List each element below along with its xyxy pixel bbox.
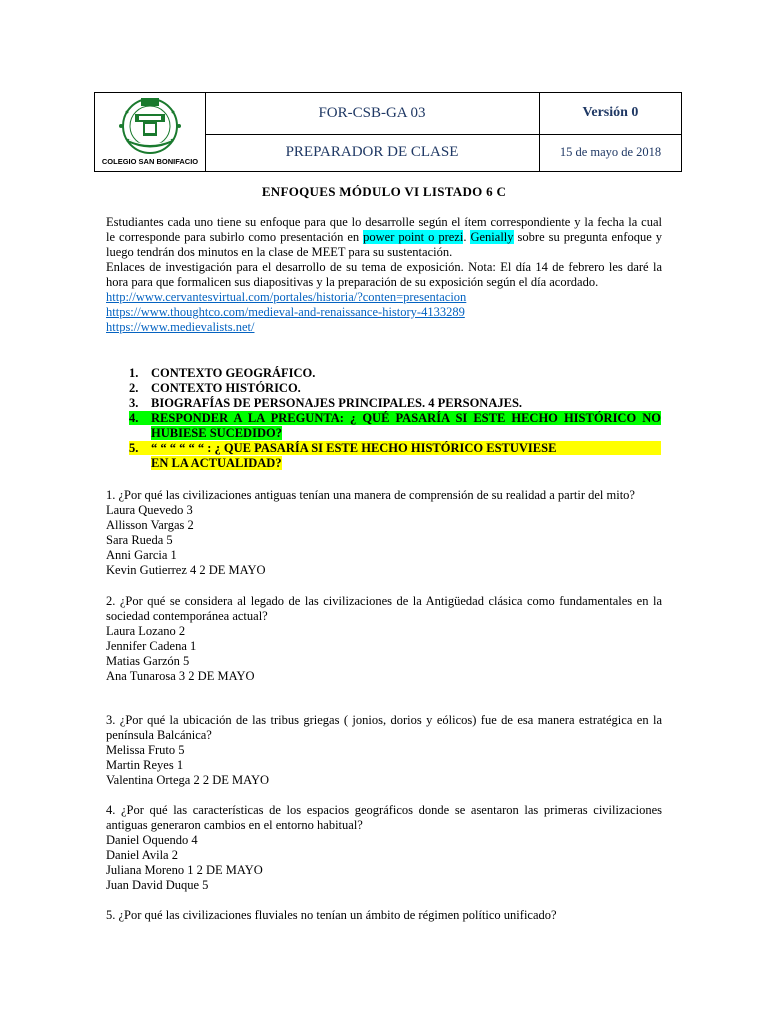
student-entry: Juliana Moreno 1 2 DE MAYO (106, 863, 263, 877)
question-2-continuation: sociedad contemporánea actual? (106, 609, 268, 623)
doc-type-title: PREPARADOR DE CLASE (285, 144, 459, 160)
highlight-genially: Genially (470, 230, 514, 244)
intro-line-1: Estudiantes cada uno tiene su enfoque para que lo desarrolle según el ítem correspondiente y la fecha la cual (106, 215, 662, 229)
intro-line-3: luego tendrán dos minutos en la clase de MEET para su sustentación. (106, 245, 453, 259)
question-3-continuation: península Balcánica? (106, 728, 212, 742)
topic-text: CONTEXTO GEOGRÁFICO. (151, 366, 316, 380)
question-5: 5. ¿Por qué las civilizaciones fluviales no tenían un ámbito de régimen político unificado? (106, 908, 557, 922)
topic-text: CONTEXTO HISTÓRICO. (151, 381, 301, 395)
topic-text: EN LA ACTUALIDAD? (151, 456, 282, 470)
topic-item (129, 441, 556, 455)
form-code-cell (205, 93, 540, 135)
question-4-continuation: antiguas generaron cambios en el entorno habitual? (106, 818, 363, 832)
question-4: 4. ¿Por qué las características de los espacios geográficos donde se asentaron las primeras civilizaciones (106, 803, 662, 817)
student-entry: Kevin Gutierrez 4 2 DE MAYO (106, 563, 266, 577)
student-entry: Jennifer Cadena 1 (106, 639, 197, 653)
logo-cell (95, 93, 206, 171)
student-entry: Sara Rueda 5 (106, 533, 173, 547)
student-entry: Anni Garcia 1 (106, 548, 177, 562)
topic-number: 1. (129, 366, 139, 380)
student-entry: Daniel Avila 2 (106, 848, 178, 862)
header-table (94, 92, 682, 172)
student-entry: Valentina Ortega 2 2 DE MAYO (106, 773, 270, 787)
topic-item (129, 366, 315, 380)
topic-text: RESPONDER A LA PREGUNTA: ¿ QUÉ PASARÍA SI ESTE HECHO HISTÓRICO NO (151, 411, 661, 425)
student-entry: Martin Reyes 1 (106, 758, 184, 772)
topic-5-continuation (151, 456, 282, 470)
student-entry: Laura Lozano 2 (106, 624, 186, 638)
intro-line-5: hora para que formalicen sus diapositivas y la preparación de su exposición según el día acordado. (106, 275, 599, 289)
topic-text: “ “ “ “ “ “ : ¿ QUE PASARÍA SI ESTE HECHO HISTÓRICO ESTUVIESE (151, 441, 557, 455)
question-2: 2. ¿Por qué se considera al legado de las civilizaciones de la Antigüedad clásica como fundamentales en la (106, 594, 662, 608)
question-1: 1. ¿Por qué las civilizaciones antiguas tenían una manera de comprensión de su realidad a partir del mito? (106, 488, 635, 502)
student-entry: Matias Garzón 5 (106, 654, 190, 668)
intro-text: . (463, 230, 471, 244)
intro-text: le corresponde para subirlo como presentación en (106, 230, 364, 244)
topic-item (129, 396, 522, 410)
version-label: Versión 0 (582, 105, 639, 120)
school-crest-icon (109, 96, 191, 156)
topic-item (129, 381, 301, 395)
student-entry: Daniel Oquendo 4 (106, 833, 198, 847)
version-cell (540, 93, 681, 135)
form-code: FOR-CSB-GA 03 (318, 105, 426, 121)
topic-item (129, 411, 661, 425)
topic-4-continuation (151, 426, 282, 440)
doc-type-cell (205, 135, 540, 171)
student-entry: Allisson Vargas 2 (106, 518, 194, 532)
date-cell (540, 135, 681, 171)
intro-line-4: Enlaces de investigación para el desarrollo de su tema de exposición. Nota: El día 14 de febrero les daré la (106, 260, 662, 274)
document-title: ENFOQUES MÓDULO VI LISTADO 6 C (261, 184, 507, 199)
topic-number: 4. (129, 411, 139, 425)
school-name: COLEGIO SAN BONIFACIO (101, 157, 199, 166)
intro-line-2 (106, 230, 662, 244)
doc-date: 15 de mayo de 2018 (559, 145, 662, 159)
student-entry: Ana Tunarosa 3 2 DE MAYO (106, 669, 255, 683)
topic-number: 3. (129, 396, 139, 410)
student-entry: Melissa Fruto 5 (106, 743, 185, 757)
topic-number: 5. (129, 441, 139, 455)
link-cervantes[interactable]: http://www.cervantesvirtual.com/portales/historia/?conten=presentacion (106, 290, 467, 304)
topic-text: HUBIESE SUCEDIDO? (151, 426, 282, 440)
student-entry: Laura Quevedo 3 (106, 503, 193, 517)
topic-text: BIOGRAFÍAS DE PERSONAJES PRINCIPALES. 4 PERSONAJES. (151, 396, 523, 410)
question-3: 3. ¿Por qué la ubicación de las tribus griegas ( jonios, dorios y eólicos) fue de esa manera estratégica en la (106, 713, 662, 727)
link-thoughtco[interactable]: https://www.thoughtco.com/medieval-and-renaissance-history-4133289 (106, 305, 465, 319)
student-entry: Juan David Duque 5 (106, 878, 209, 892)
intro-text: sobre su pregunta enfoque y (513, 230, 663, 244)
highlight-powerpoint-prezi: power point o prezi (363, 230, 464, 244)
link-medievalists[interactable]: https://www.medievalists.net/ (106, 320, 255, 334)
topic-number: 2. (129, 381, 139, 395)
